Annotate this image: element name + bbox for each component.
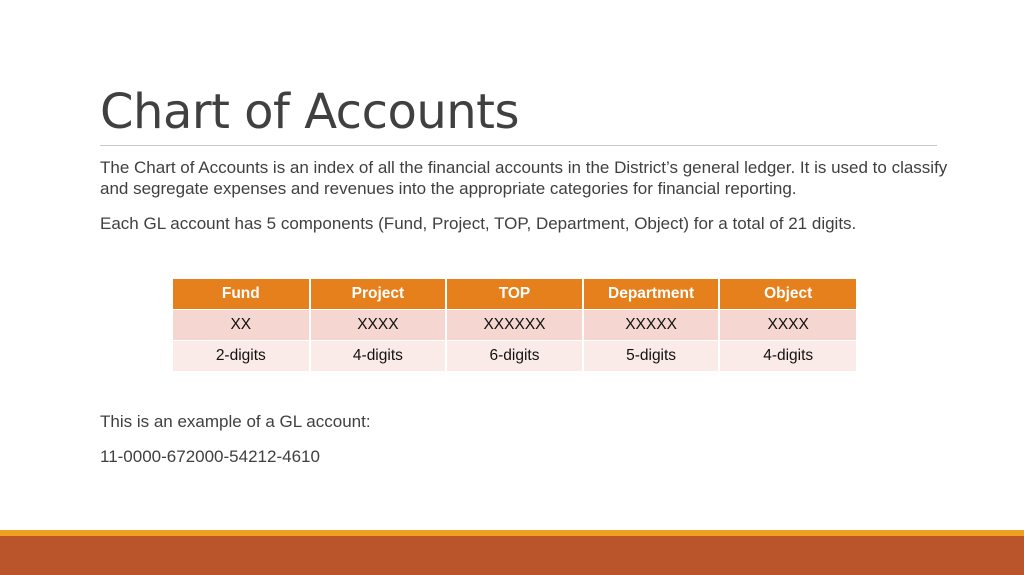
header-project: Project: [310, 279, 447, 310]
table-row: [173, 341, 856, 372]
header-top: TOP: [446, 279, 583, 310]
components-paragraph: Each GL account has 5 components (Fund, Project, TOP, Department, Object) for a total of 21 digits.: [100, 214, 857, 233]
intro-paragraph: The Chart of Accounts is an index of all the financial accounts in the District’s general ledger. It is used to classify and segregate expenses and revenues into the appropriate categories for financial reporting.: [100, 158, 948, 198]
table-row: [173, 310, 856, 341]
header-object: Object: [719, 279, 856, 310]
table-cell: 6-digits: [446, 341, 583, 372]
table-cell: 4-digits: [310, 341, 447, 372]
table-cell: 2-digits: [173, 341, 310, 372]
table-cell: XXXX: [719, 310, 856, 341]
table-cell: XXXXX: [583, 310, 720, 341]
example-gl-account: 11-0000-672000-54212-4610: [100, 447, 320, 466]
table-cell: XX: [173, 310, 310, 341]
footer-band: [0, 536, 1024, 575]
table-cell: 4-digits: [719, 341, 856, 372]
table-cell: 5-digits: [583, 341, 720, 372]
slide-title: Chart of Accounts: [100, 84, 519, 140]
title-divider: [100, 145, 937, 146]
slide-body: [100, 157, 970, 234]
gl-components-table: [173, 279, 856, 372]
table-cell: XXXX: [310, 310, 447, 341]
example-label: This is an example of a GL account:: [100, 412, 371, 431]
header-department: Department: [583, 279, 720, 310]
table-cell: XXXXXX: [446, 310, 583, 341]
table-header-row: [173, 279, 856, 310]
header-fund: Fund: [173, 279, 310, 310]
